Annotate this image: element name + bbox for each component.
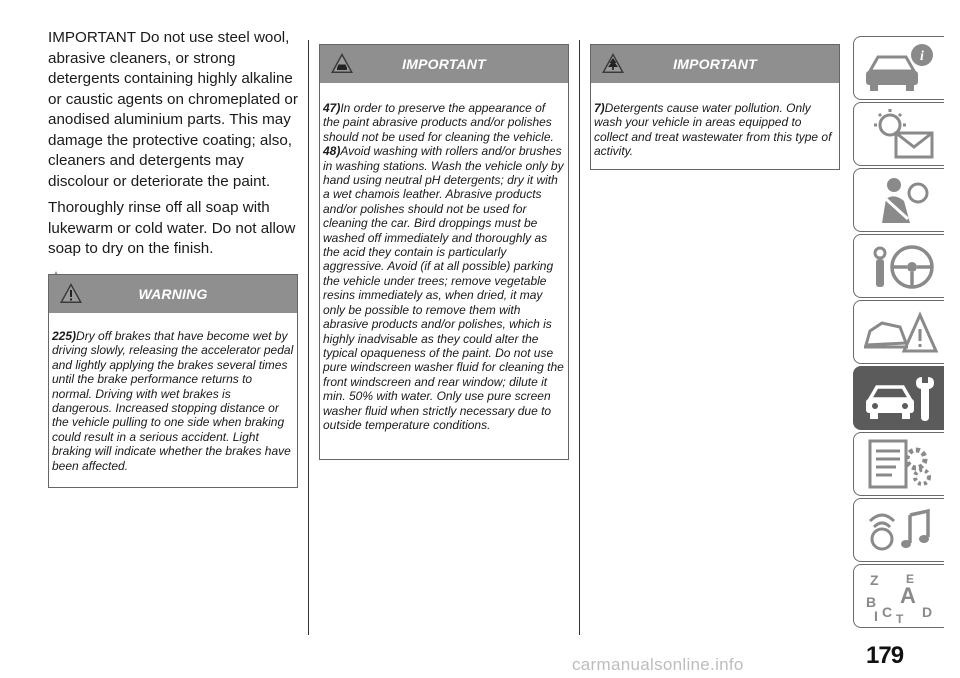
environment-box-body [591, 83, 839, 167]
tab-multimedia[interactable] [853, 498, 944, 562]
body-paragraph: IMPORTANT Do not use steel wool, abrasive cleaners, or strong detergents containing highly alkaline or caustic agents on chromeplated or anodised aluminium parts. This may damage the protective coating; also, cleaners and detergents may discolour or deteriorate the paint. [48, 29, 298, 190]
column1 [48, 28, 298, 294]
note-text: In order to preserve the appearance of the paint abrasive products and/or polishes should not be used for cleaning the vehicle. [323, 101, 554, 144]
tab-warning-lights[interactable] [853, 102, 944, 166]
multimedia-music-icon [860, 503, 940, 557]
svg-text:D: D [922, 604, 933, 620]
index-alphabet-icon [860, 569, 940, 623]
specs-list-gears-icon [860, 437, 940, 491]
important-box-header [320, 45, 568, 83]
svg-text:T: T [896, 612, 904, 623]
note-number: 7) [594, 101, 605, 115]
environment-box [590, 44, 840, 170]
warning-triangle-icon [59, 281, 83, 305]
warning-box [48, 274, 298, 488]
page-number: 179 [866, 642, 904, 669]
warning-box-body [49, 313, 297, 481]
warning-box-header [49, 275, 297, 313]
tab-safety[interactable] [853, 168, 944, 232]
car-accident-warning-icon [860, 305, 940, 359]
box-title: IMPORTANT [673, 56, 757, 72]
column-divider [308, 40, 309, 635]
body-paragraph: Thoroughly rinse off all soap with lukewarm or cold water. Do not allow soap to dry on the finish. [48, 199, 296, 257]
note-text: Detergents cause water pollution. Only wash your vehicle in areas equipped to collect and treat wastewater from this type of activity. [594, 101, 832, 159]
car-caution-icon [330, 51, 354, 75]
warning-lights-message-icon [860, 107, 940, 161]
note-number: 47) [323, 101, 341, 115]
svg-text:A: A [900, 583, 916, 608]
svg-text:C: C [882, 604, 893, 620]
seatbelt-airbag-icon [860, 173, 940, 227]
tab-index[interactable] [853, 564, 944, 628]
tree-environment-icon [601, 51, 625, 75]
box-title: WARNING [138, 286, 208, 302]
tab-maintenance[interactable] [853, 366, 944, 430]
note-text: Avoid washing with rollers and/or brushes in washing stations. Wash the vehicle only by hand using neutral pH detergents; dry it with a wet chamois leather. Abrasive products and/or polishes should not be used for cleaning the car. Bird droppings must be washed off immediately and thoroughly as the acid they contain is particularly aggressive. Avoid (if at all possible) parking the vehicle under trees; remove vegetable resins immediately as, when dried, it may only be possible to remove them with abrasive products and/or polishes, which is highly inadvisable as they could alter the typical opaqueness of the paint. Do not use pure windscreen washer fluid for cleaning the front windscreen and rear window; dilute it min. 50% with water. Only use pure screen washer fluid when strictly necessary due to outside temperature conditions. [323, 144, 564, 432]
tab-emergency[interactable] [853, 300, 944, 364]
environment-box-header [591, 45, 839, 83]
key-steering-wheel-icon [860, 239, 940, 293]
note-number: 225) [52, 329, 77, 343]
svg-text:i: i [920, 49, 924, 64]
note-number: 48) [323, 144, 341, 159]
car-info-icon [860, 41, 940, 95]
watermark: carmanualsonline.info [572, 655, 744, 674]
tab-technical-data[interactable] [853, 432, 944, 496]
svg-text:Z: Z [870, 572, 879, 588]
column-divider [579, 40, 580, 635]
car-maintenance-wrench-icon [860, 371, 940, 425]
important-box [319, 44, 569, 460]
box-title: IMPORTANT [402, 56, 486, 72]
svg-text:I: I [874, 608, 878, 623]
tab-starting-driving[interactable] [853, 234, 944, 298]
note-text: Dry off brakes that have become wet by driving slowly, releasing the accelerator pedal and lightly applying the brakes several times until the brake performance returns to normal. Driving with wet brakes is dangerous. Increased stopping distance or the vehicle pulling to one side when braking could result in a serious accident. Light braking will indicate whether the brakes have been affected. [52, 329, 294, 473]
tab-car-info[interactable] [853, 36, 944, 100]
svg-text:B: B [866, 594, 877, 610]
svg-text:E: E [906, 572, 915, 586]
important-box-body [320, 83, 568, 440]
